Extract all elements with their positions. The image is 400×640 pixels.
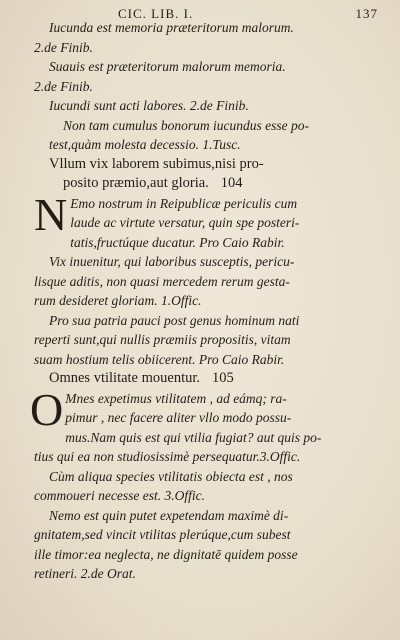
text-line: Vix inuenitur, qui laboribus susceptis, pericu- [49,254,295,269]
text-line: ille timor:ea neglecta, ne dignitatē quidem posse [34,546,298,562]
text-line: Iucundi sunt acti labores. 2.de Finib. [49,98,249,113]
section-heading [34,369,374,389]
text-line: Mnes expetimus vtilitatem , ad eámq; ra- [65,390,287,406]
drop-cap: N [34,188,68,240]
page-number: 137 [355,6,378,21]
text-line: mus.Nam quis est qui vtilia fugiat? aut quis po- [65,429,322,445]
text-line: commoueri necesse est. 3.Offic. [34,488,205,503]
section-number: 105 [212,370,234,386]
citation-line: 2.de Finib. [34,78,93,94]
text-line: Non tam cumulus bonorum iucundus esse po- [63,117,309,133]
text-line: tatis,fructúque ducatur. Pro Caio Rabir. [70,234,285,250]
page-body [30,18,374,584]
text-line: gnitatem,sed vincit vtilitas plerúque,cum subest [34,527,291,542]
text-line: suam hostium telis obiicerent. Pro Caio Rabir. [34,351,285,367]
text-line: Nemo est quin putet expetendam maximè di- [49,507,289,523]
text-line: tius qui ea non studiosissimè persequatur.3.Offic. [34,449,301,464]
heading-text-continued: posito præmio,aut gloria. [63,175,209,191]
text-line: laude ac virtute versatur, quin spe posteri- [70,215,300,230]
text-line: test,quàm molesta decessio. 1.Tusc. [49,137,241,152]
paragraph-with-drop-cap [34,188,374,253]
text-line: Iucunda est memoria præteritorum malorum. [49,20,294,35]
section-heading [34,155,374,175]
heading-text: Vllum vix laborem subimus,nisi pro- [49,155,264,172]
section-heading-continued [34,174,374,194]
section-number: 104 [220,175,243,191]
text-line: lisque aditis, non quasi mercedem rerum gesta- [34,273,290,289]
text-line: reperti sunt,qui nullis præmiis propositis, vitam [34,332,291,347]
text-line: Emo nostrum in Reipublicæ periculis cum [70,195,298,211]
citation-line: 2.de Finib. [34,39,93,55]
text-line: rum desideret gloriam. 1.Offic. [34,293,202,308]
text-line: pimur , nec facere aliter vllo modo possu- [65,410,292,425]
running-head: CIC. LIB. I. [118,6,194,21]
paragraph-with-drop-cap [30,383,374,467]
heading-text: Omnes vtilitate mouentur. [49,370,201,386]
text-line: Pro sua patria pauci post genus hominum nati [49,312,300,328]
text-line: Cùm aliqua species vtilitatis obiecta est , nos [49,468,293,484]
drop-cap: O [30,383,64,435]
text-line: Suauis est præteritorum malorum memoria. [49,59,286,74]
text-line: retineri. 2.de Orat. [34,566,136,581]
